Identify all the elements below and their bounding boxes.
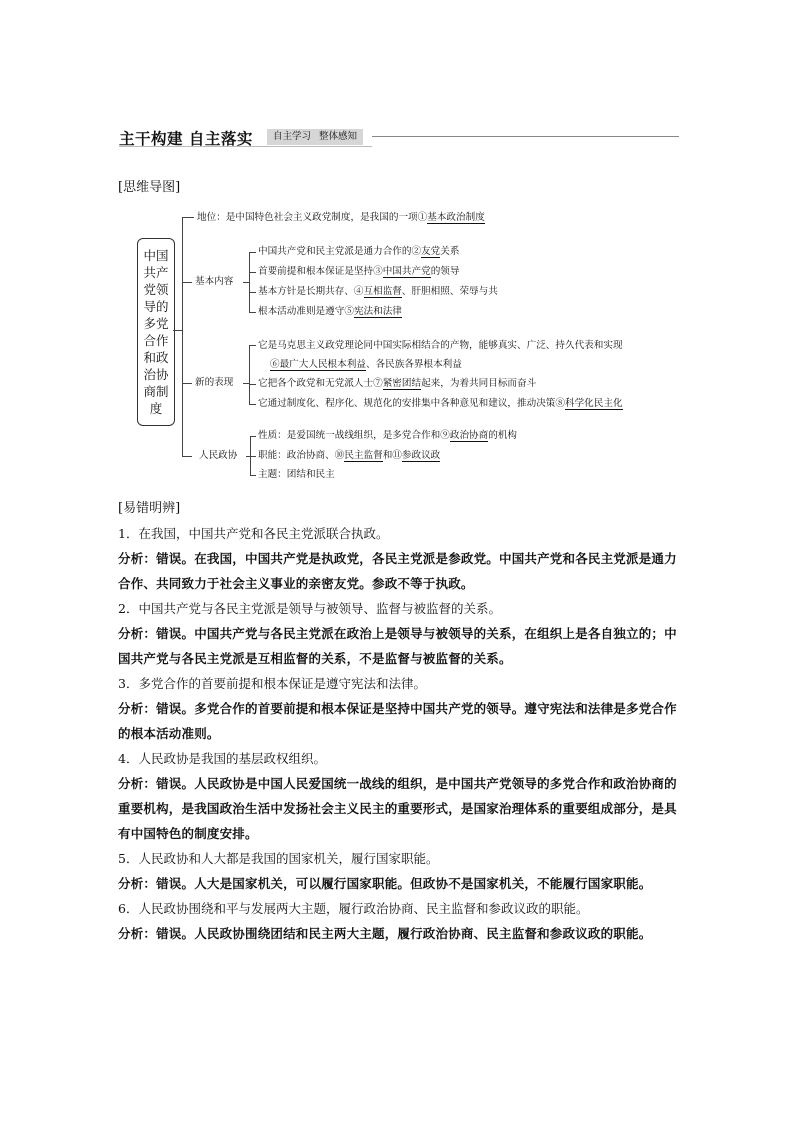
cppcc-theme: 主题：团结和民主	[258, 469, 335, 480]
new-item-3: 它通过制度化、程序化、规范化的安排集中各种意见和建议，推动决策⑧科学化民主化	[258, 398, 623, 409]
connector	[249, 312, 256, 313]
connector	[182, 383, 192, 384]
error-list	[118, 521, 682, 946]
mindmap-root-text: 中国共产党领导的多党合作和政治协商制度	[143, 248, 169, 416]
basic-item: 基本方针是长期共存、④互相监督、肝胆相照、荣辱与共	[258, 286, 498, 297]
position-text: ：是中国特色社会主义政党制度，是我国的一项①	[216, 212, 428, 223]
error-question: 6．人民政协围绕和平与发展两大主题，履行政治协商、民主监督和参政议政的职能。	[118, 901, 589, 916]
basic-content-label: 基本内容	[195, 276, 234, 287]
basic-item: 根本活动准则是遵守⑤宪法和法律	[258, 306, 402, 317]
connector	[182, 217, 194, 218]
error-analysis: 分析：错误。人民政协围绕团结和民主两大主题，履行政治协商、民主监督和参政议政的职能。	[118, 926, 652, 941]
error-analysis: 分析：错误。在我国，中国共产党是执政党，各民主党派是参政党。中国共产党和各民主党派是通力合作、共同致力于社会主义事业的亲密友党。参政不等于执政。	[118, 551, 677, 591]
mindmap-label: [思维导图]	[118, 180, 181, 195]
new-item-1-line1: 它是马克思主义政党理论同中国实际相结合的产物，能够真实、广泛、持久代表和实现	[258, 340, 623, 351]
error-question: 2．中国共产党与各民主党派是领导与被领导、监督与被监督的关系。	[118, 601, 501, 616]
position-node	[197, 212, 485, 224]
header-title: 主干构建 自主落实	[119, 130, 253, 148]
error-question: 4．人民政协是我国的基层政权组织。	[118, 751, 326, 766]
connector	[249, 252, 256, 253]
basic-blank: 互相监督	[363, 286, 402, 297]
error-analysis: 分析：错误。多党合作的首要前提和根本保证是坚持中国共产党的领导。遵守宪法和法律是多党合作的根本活动准则。	[118, 701, 677, 741]
new-blank: 科学化民主化	[565, 398, 623, 409]
cppcc-blank: 参政议政	[401, 450, 441, 461]
error-analysis: 分析：错误。人民政协是中国人民爱国统一战线的组织，是中国共产党领导的多党合作和政治协商的重要机构，是我国政治生活中发扬社会主义民主的重要形式，是国家治理体系的重要组成部分，是具有中国特色的制度安排。	[118, 776, 677, 841]
cppcc-nature: 性质：是爱国统一战线组织，是多党合作和⑨政治协商的机构	[258, 430, 518, 441]
cppcc-blank: 民主监督	[344, 450, 383, 461]
connector	[249, 345, 256, 346]
error-analysis: 分析：错误。中国共产党与各民主党派在政治上是领导与被领导的关系，在组织上是各自独立的；中国共产党与各民主党派是互相监督的关系，不是监督与被监督的关系。	[118, 626, 677, 666]
connector	[182, 282, 192, 283]
mindmap-root	[137, 238, 175, 426]
connector	[249, 384, 256, 385]
basic-blank: 中国共产党	[382, 266, 431, 277]
basic-item: 中国共产党和民主党派是通力合作的②友党关系	[258, 246, 460, 257]
branch-line	[249, 345, 250, 405]
trunk-line	[182, 217, 183, 457]
position-blank: 基本政治制度	[427, 212, 485, 223]
errors-label: [易错明辨]	[118, 501, 181, 516]
error-question: 1．在我国，中国共产党和各民主党派联合执政。	[118, 526, 389, 541]
connector	[249, 404, 256, 405]
new-blank: ⑥最广大人民根本利益	[270, 359, 366, 370]
cppcc-function: 职能：政治协商、⑩民主监督和⑪参政议政	[258, 450, 441, 461]
new-item-2: 它把各个政党和无党派人士⑦紧密团结起来，为着共同目标而奋斗	[258, 378, 537, 389]
error-analysis: 分析：错误。人大是国家机关，可以履行国家职能。但政协不是国家机关，不能履行国家职能。	[118, 876, 652, 891]
connector	[250, 475, 256, 476]
new-manifestation-label: 新的表现	[195, 377, 234, 388]
connector	[250, 436, 256, 437]
header-tag-self-study: 自主学习	[273, 131, 312, 142]
error-question: 5．人民政协和人大都是我国的国家机关，履行国家职能。	[118, 851, 439, 866]
basic-blank: 宪法和法律	[353, 306, 402, 317]
cppcc-blank: 政治协商	[449, 430, 489, 441]
branch-line	[249, 252, 250, 312]
connector	[249, 272, 256, 273]
connector	[182, 456, 192, 457]
new-item-1-line2: ⑥最广大人民根本利益、各民族各界根本利益	[270, 359, 462, 370]
cppcc-label: 人民政协	[199, 450, 238, 461]
header-tag-overview: 整体感知	[319, 131, 358, 142]
connector	[173, 330, 182, 331]
basic-item: 首要前提和根本保证是坚持③中国共产党的领导	[258, 266, 460, 277]
new-blank: 紧密团结	[382, 378, 422, 389]
basic-blank: 友党	[421, 246, 441, 257]
connector	[249, 292, 256, 293]
error-question: 3．多党合作的首要前提和根本保证是遵守宪法和法律。	[118, 676, 426, 691]
connector	[250, 456, 256, 457]
position-label: 地位	[197, 212, 217, 223]
